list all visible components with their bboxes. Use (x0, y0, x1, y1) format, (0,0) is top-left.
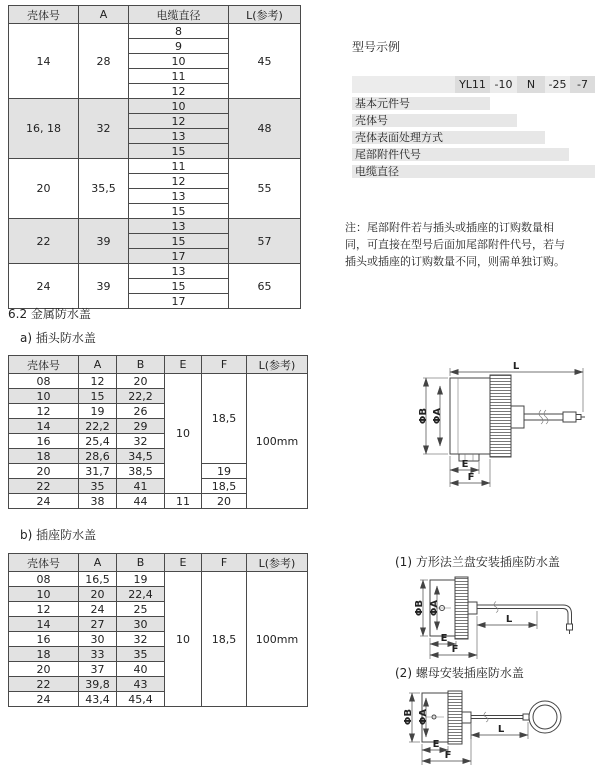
cell-cable: 15 (129, 144, 229, 159)
cell-shell: 20 (9, 464, 79, 479)
pull-ring-outer (529, 701, 561, 733)
note-line: 同，可直接在型号后面加尾部附件代号，若与 (345, 238, 565, 251)
cell-a: 24 (79, 602, 117, 617)
table-row (9, 219, 301, 234)
cell-a: 32 (79, 99, 129, 159)
plug-cover-table (8, 355, 308, 509)
cell-e: 10 (165, 374, 202, 494)
knurled-edge (490, 375, 511, 457)
cell-a: 25,4 (79, 434, 117, 449)
cell-a: 16,5 (79, 572, 117, 587)
flange-socket-cover-drawing (393, 574, 600, 662)
cell-l: 55 (229, 159, 301, 219)
cell-e: 11 (165, 494, 202, 509)
dim-label-phiA: ΦA (432, 407, 443, 425)
table-header-row (9, 356, 308, 374)
cell-shell: 22 (9, 677, 79, 692)
cell-cable: 17 (129, 294, 229, 309)
cell-e: 10 (165, 572, 202, 707)
cell-a: 35 (79, 479, 117, 494)
cell-l: 100mm (247, 374, 308, 509)
cell-a: 27 (79, 617, 117, 632)
cell-b: 30 (117, 617, 165, 632)
cell-shell: 22 (9, 219, 79, 264)
cell-a: 33 (79, 647, 117, 662)
cell-l: 45 (229, 24, 301, 99)
cell-a: 22,2 (79, 419, 117, 434)
cell-a: 38 (79, 494, 117, 509)
dim-label-F: F (451, 644, 459, 655)
cell-shell: 08 (9, 572, 79, 587)
cable-diameter-table (8, 5, 301, 309)
cell-shell: 14 (9, 24, 79, 99)
cell-b: 45,4 (117, 692, 165, 707)
cell-b: 41 (117, 479, 165, 494)
col-header-e: E (165, 554, 202, 572)
cell-shell: 24 (9, 264, 79, 309)
dim-label-F: F (467, 472, 475, 483)
model-label-tail: 尾部附件代号 (352, 148, 569, 161)
cell-cable: 10 (129, 99, 229, 114)
cell-cable: 13 (129, 219, 229, 234)
table-header-row (9, 554, 308, 572)
cell-a: 30 (79, 632, 117, 647)
cell-f: 18,5 (202, 479, 247, 494)
cell-a: 28 (79, 24, 129, 99)
col-header-shell: 壳体号 (9, 554, 79, 572)
cell-b: 35 (117, 647, 165, 662)
cell-b: 44 (117, 494, 165, 509)
cell-b: 40 (117, 662, 165, 677)
cell-shell: 10 (9, 389, 79, 404)
cell-b: 22,4 (117, 587, 165, 602)
dim-label-phiB: ΦB (418, 407, 429, 425)
cell-a: 12 (79, 374, 117, 389)
cell-shell: 20 (9, 159, 79, 219)
cell-cable: 12 (129, 84, 229, 99)
col-header-a: A (79, 554, 117, 572)
col-header-e: E (165, 356, 202, 374)
cell-f: 18,5 (202, 572, 247, 707)
knurled-edge (448, 691, 462, 744)
dim-label-phiA: ΦA (418, 708, 429, 726)
code-segment-tail: -25 (545, 76, 570, 93)
code-segment-base: YL11 (455, 76, 490, 93)
model-label-cable: 电缆直径 (352, 165, 595, 178)
cell-shell: 16, 18 (9, 99, 79, 159)
cell-b: 26 (117, 404, 165, 419)
cell-shell: 18 (9, 449, 79, 464)
section-b-heading: b) 插座防水盖 (20, 528, 97, 542)
stub (468, 602, 477, 614)
code-segment-cable: -7 (570, 76, 595, 93)
cell-shell: 24 (9, 692, 79, 707)
cell-a: 15 (79, 389, 117, 404)
cell-a: 39,8 (79, 677, 117, 692)
drawing-1-caption: (1) 方形法兰盘安装插座防水盖 (395, 555, 560, 569)
note-line: 插头或插座的订购数量不同，则需单独订购。 (345, 255, 565, 268)
cell-cable: 8 (129, 24, 229, 39)
code-spacer (352, 76, 455, 93)
cell-shell: 16 (9, 434, 79, 449)
table-row (9, 374, 308, 389)
cell-b: 43 (117, 677, 165, 692)
table-row (9, 99, 301, 114)
cell-cable: 12 (129, 174, 229, 189)
knurled-edge (455, 577, 468, 639)
cell-cable: 17 (129, 249, 229, 264)
table-header-row (9, 6, 301, 24)
dim-label-phiA: ΦA (429, 599, 440, 617)
col-header-f: F (202, 554, 247, 572)
col-header-f: F (202, 356, 247, 374)
plug-cover-drawing (413, 362, 600, 500)
dim-label-phiB: ΦB (403, 708, 414, 726)
ring-fitting (523, 714, 529, 720)
cell-shell: 12 (9, 602, 79, 617)
table-row (9, 24, 301, 39)
col-header-b: B (117, 356, 165, 374)
col-header-cable: 电缆直径 (129, 6, 229, 24)
cell-shell: 18 (9, 647, 79, 662)
cell-shell: 14 (9, 419, 79, 434)
cell-cable: 11 (129, 159, 229, 174)
cap-body (450, 378, 490, 454)
cell-b: 38,5 (117, 464, 165, 479)
cell-b: 19 (117, 572, 165, 587)
dim-label-phiB: ΦB (414, 599, 425, 617)
cell-shell: 22 (9, 479, 79, 494)
code-segment-shell: -10 (490, 76, 517, 93)
model-code-row (352, 76, 595, 93)
cell-l: 57 (229, 219, 301, 264)
col-header-l: L(参考) (247, 356, 308, 374)
cell-cable: 9 (129, 39, 229, 54)
cell-cable: 13 (129, 264, 229, 279)
cell-cable: 11 (129, 69, 229, 84)
cell-b: 32 (117, 632, 165, 647)
model-label-base: 基本元件号 (352, 97, 490, 110)
socket-cover-table (8, 553, 308, 707)
cell-l: 100mm (247, 572, 308, 707)
section-6-2-heading: 6.2 金属防水盖 (8, 307, 91, 321)
break-symbol (539, 410, 543, 424)
cell-a: 43,4 (79, 692, 117, 707)
cell-a: 20 (79, 587, 117, 602)
cell-a: 39 (79, 219, 129, 264)
cell-a: 35,5 (79, 159, 129, 219)
cell-l: 65 (229, 264, 301, 309)
model-label-finish: 壳体表面处理方式 (352, 131, 545, 144)
cell-cable: 13 (129, 189, 229, 204)
cell-cable: 13 (129, 129, 229, 144)
dim-label-E: E (440, 633, 448, 644)
cell-b: 20 (117, 374, 165, 389)
cell-f: 18,5 (202, 374, 247, 464)
cell-cable: 15 (129, 204, 229, 219)
dim-label-L: L (512, 362, 520, 372)
col-header-shell: 壳体号 (9, 356, 79, 374)
pull-ring-inner (533, 705, 557, 729)
dim-label-F: F (444, 750, 452, 761)
break-symbol (484, 712, 488, 722)
code-segment-finish: N (517, 76, 545, 93)
nut-socket-cover-drawing (390, 686, 597, 770)
col-header-l: L(参考) (229, 6, 301, 24)
order-note (345, 219, 600, 270)
cell-shell: 16 (9, 632, 79, 647)
col-header-shell: 壳体号 (9, 6, 79, 24)
table-row (9, 264, 301, 279)
chain-tip (563, 412, 576, 422)
cell-a: 39 (79, 264, 129, 309)
cell-b: 22,2 (117, 389, 165, 404)
cable-tip (567, 624, 573, 630)
col-header-a: A (79, 356, 117, 374)
dim-label-L: L (497, 724, 505, 735)
cell-cable: 10 (129, 54, 229, 69)
cell-shell: 24 (9, 494, 79, 509)
cell-a: 19 (79, 404, 117, 419)
stub (462, 712, 471, 723)
col-header-a: A (79, 6, 129, 24)
cell-b: 34,5 (117, 449, 165, 464)
cell-b: 29 (117, 419, 165, 434)
cell-cable: 15 (129, 234, 229, 249)
cell-f: 20 (202, 494, 247, 509)
stem (511, 406, 524, 428)
cell-b: 32 (117, 434, 165, 449)
cell-b: 25 (117, 602, 165, 617)
cell-a: 28,6 (79, 449, 117, 464)
table-row (9, 159, 301, 174)
col-header-b: B (117, 554, 165, 572)
dim-label-E: E (461, 459, 469, 470)
cell-a: 31,7 (79, 464, 117, 479)
model-example-diagram (352, 76, 595, 178)
cell-shell: 14 (9, 617, 79, 632)
note-line: 注：尾部附件若与插头或插座的订购数量相 (345, 221, 554, 234)
drawing-2-caption: (2) 螺母安装插座防水盖 (395, 666, 524, 680)
cell-shell: 08 (9, 374, 79, 389)
model-example-title: 型号示例 (352, 40, 401, 54)
cell-f: 19 (202, 464, 247, 479)
dim-label-L: L (505, 614, 513, 625)
cell-shell: 12 (9, 404, 79, 419)
cell-cable: 12 (129, 114, 229, 129)
table-row (9, 572, 308, 587)
cell-shell: 20 (9, 662, 79, 677)
cell-shell: 10 (9, 587, 79, 602)
cell-a: 37 (79, 662, 117, 677)
cell-cable: 15 (129, 279, 229, 294)
break-symbol (494, 602, 498, 613)
cell-l: 48 (229, 99, 301, 159)
dim-label-E: E (432, 739, 440, 750)
section-a-heading: a) 插头防水盖 (20, 331, 96, 345)
col-header-l: L(参考) (247, 554, 308, 572)
model-label-shell: 壳体号 (352, 114, 517, 127)
